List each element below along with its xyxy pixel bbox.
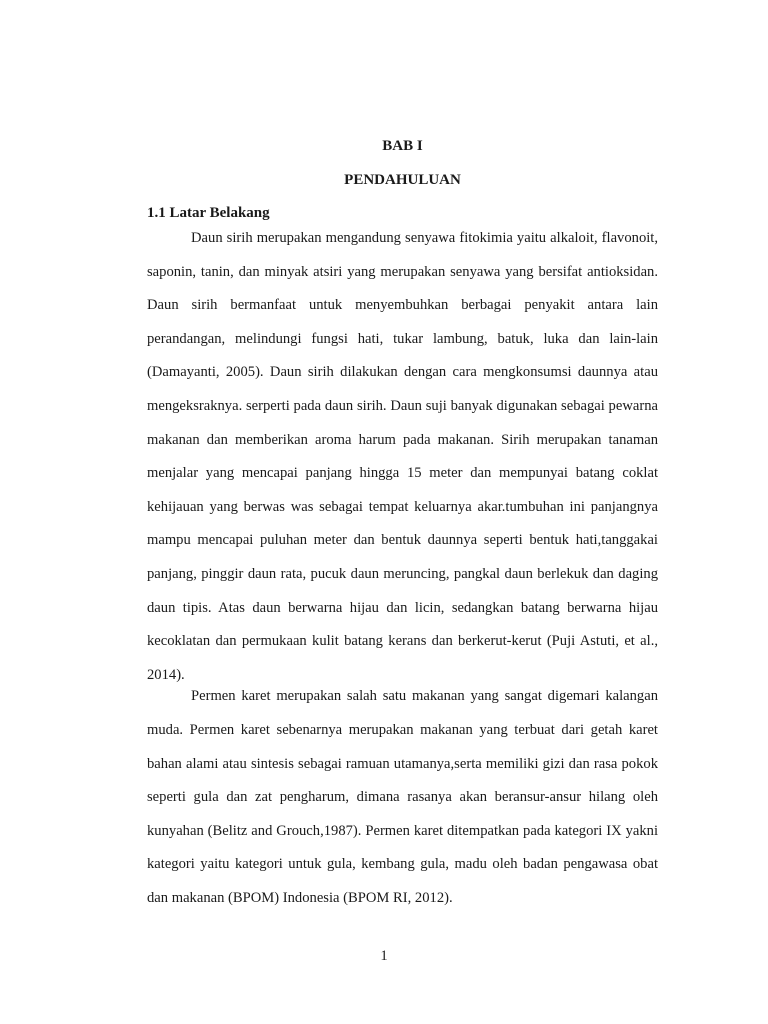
page-number: 1 [380,948,388,964]
section-heading: 1.1 Latar Belakang [147,205,270,221]
paragraph-1: Daun sirih merupakan mengandung senyawa fitokimia yaitu alkaloit, flavonoit, saponin, tanin, dan minyak atsiri yang merupakan senyawa yang bersifat antioksidan. Daun sirih bermanfaat untuk menyembuhkan berbagai penyakit antara lain perandangan, melindungi fungsi hati, tukar lambung, batuk, luka dan lain-lain (Damayanti, 2005). Daun sirih dilakukan dengan cara mengkonsumsi daunnya atau mengeksraknya. serperti pada daun sirih. Daun suji banyak digunakan sebagai pewarna makanan dan memberikan aroma harum pada makanan. Sirih merupakan tanaman menjalar yang mencapai panjang hingga 15 meter dan mempunyai batang coklat kehijauan yang berwas was sebagai tempat keluarnya akar.tumbuhan ini panjangnya mampu mencapai puluhan meter dan bentuk daunnya seperti bentuk hati,tanggakai panjang, pinggir daun rata, pucuk daun meruncing, pangkal daun berlekuk dan daging daun tipis. Atas daun berwarna hijau dan licin, sedangkan batang berwarna hijau kecoklatan dan permukaan kulit batang kerans dan berkerut-kerut (Puji Astuti, et al., 2014). [147,230,658,683]
chapter-number: BAB I [382,138,423,154]
chapter-title: PENDAHULUAN [344,172,461,188]
body-text [147,222,658,915]
paragraph-2: Permen karet merupakan salah satu makanan yang sangat digemari kalangan muda. Permen karet sebenarnya merupakan makanan yang terbuat dari getah karet bahan alami atau sintesis sebagai ramuan utamanya,serta memiliki gizi dan rasa pokok seperti gula dan zat pengharum, dimana rasanya akan beransur-ansur hilang oleh kunyahan (Belitz and Grouch,1987). Permen karet ditempatkan pada kategori IX yakni kategori yaitu kategori untuk gula, kembang gula, madu oleh badan pengawasa obat dan makanan (BPOM) Indonesia (BPOM RI, 2012). [147,688,658,906]
